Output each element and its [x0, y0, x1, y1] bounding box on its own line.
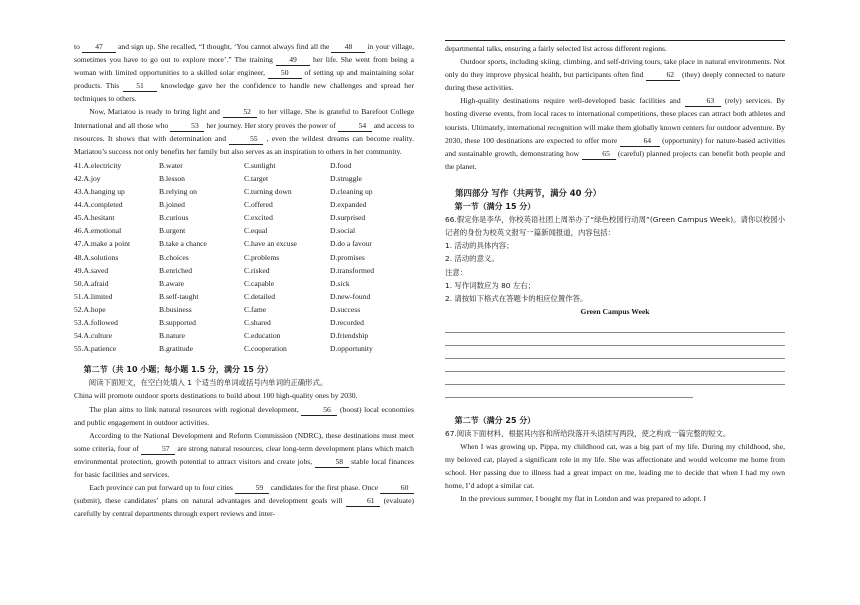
option-a[interactable]: 53.A.followed [74, 317, 118, 327]
question-67: 67.阅读下面材料，根据其内容和所给段落开头语续写两段，使之构成一篇完整的短文。 [445, 428, 731, 438]
option-c[interactable]: C.turning down [244, 187, 292, 197]
writing-line[interactable] [445, 320, 785, 333]
option-c[interactable]: C.excited [244, 213, 273, 223]
option-a[interactable]: 46.A.emotional [74, 226, 122, 236]
option-b[interactable]: B.water [159, 160, 183, 170]
text: (rely) services. By hosting diverse events, from local races to international competitions, these places can attract both athletes and tourists. Ultimately, international recognition will make them globally known centers for outdoor adventure. By 2030, these 100 destinations are expected to offer more [445, 96, 785, 145]
option-row [74, 211, 414, 224]
option-c[interactable]: C.sunlight [244, 160, 276, 170]
option-row [74, 198, 414, 211]
option-b[interactable]: B.relying on [159, 187, 197, 197]
blank-65[interactable]: 65 [582, 149, 616, 160]
text: Each province can put forward up to four cities [89, 483, 233, 493]
requirement-1: 1. 活动的具体内容； [445, 241, 514, 251]
writing-line[interactable] [445, 346, 785, 359]
note-2: 2. 请按如下格式在答题卡的相应位置作答。 [445, 293, 588, 303]
text: to [74, 42, 80, 51]
note-label: 注意： [445, 267, 468, 277]
option-a[interactable]: 47.A.make a point [74, 239, 131, 249]
option-c[interactable]: C.shared [244, 317, 271, 327]
note-1: 1. 写作词数应为 80 左右； [445, 280, 536, 290]
option-row [74, 290, 414, 303]
blank-63[interactable]: 63 [685, 96, 721, 107]
option-row [74, 172, 414, 185]
blank-49[interactable]: 49 [276, 55, 310, 66]
option-d[interactable]: D.sick [330, 278, 350, 288]
left-column [74, 40, 414, 520]
option-row [74, 342, 414, 355]
fill-paragraph-5 [445, 94, 785, 173]
writing-section-1-heading: 第一节（满分 15 分） [454, 202, 536, 212]
fill-paragraph-4 [445, 55, 785, 94]
option-d[interactable]: D.expanded [330, 200, 367, 210]
option-d[interactable]: D.surprised [330, 213, 366, 223]
option-c[interactable]: C.capable [244, 278, 275, 288]
blank-48[interactable]: 48 [331, 42, 365, 53]
option-row [74, 277, 414, 290]
option-a[interactable]: 43.A.hanging up [74, 187, 125, 197]
option-row [74, 159, 414, 172]
text: in your village, sometimes you have to go out to explore more’.” The training [74, 42, 415, 65]
story-paragraph-2: In the previous summer, I bought my flat in London and was prepared to adopt. I [460, 494, 706, 504]
option-a[interactable]: 48.A.solutions [74, 252, 119, 262]
text: (opportunity) for nature-based activities and sustainable growth, demonstrating how [445, 135, 785, 158]
blank-59[interactable]: 59 [235, 483, 269, 494]
option-a[interactable]: 51.A.limited [74, 291, 113, 301]
text: (evaluate) carefully by central departments through expert reviews and inter- [74, 496, 414, 519]
option-c[interactable]: C.problems [244, 252, 280, 262]
option-b[interactable]: B.enriched [159, 265, 193, 275]
text: to her village. She is grateful to Barefoot College International and all those who [74, 107, 415, 130]
option-a[interactable]: 42.A.joy [74, 173, 101, 183]
text: (they) deeply connected to nature during these activities. [445, 70, 785, 93]
question-66: 66.假定你是李华，你校英语社团上周举办了“绿色校园行动周”(Green Campus Week)。请你以校园小记者的身份为校英文报写一篇新闻报道，内容包括： [445, 215, 785, 238]
option-row [74, 185, 414, 198]
blank-47[interactable]: 47 [82, 42, 116, 53]
fill-paragraph-3 [74, 481, 414, 520]
option-a[interactable]: 44.A.completed [74, 200, 123, 210]
blank-61[interactable]: 61 [346, 496, 380, 507]
blank-60[interactable]: 60 [380, 483, 414, 494]
blank-52[interactable]: 52 [223, 107, 257, 118]
story-paragraph-1: When I was growing up, Pippa, my childhood cat, was a big part of my life. During my childhood, she, my beloved cat, played a significant role in my life. She was affectionate and would welcome me home from school. Her passing due to illness had a great impact on me, leading me to decide that when I had my own home, I’d adopt a similar cat. [445, 442, 785, 491]
writing-section-2-heading: 第二节（满分 25 分） [454, 415, 536, 425]
text: (submit), these candidates’ plans on natural advantages and development goals will [74, 496, 343, 506]
text: (careful) planned projects can benefit both people and the planet. [445, 148, 785, 171]
option-b[interactable]: B.aware [159, 278, 185, 288]
passage-title: China will promote outdoor sports destinations to build about 100 high-quality ones by 2030. [74, 391, 358, 401]
text: candidates for the first phase. Once [270, 483, 379, 493]
text: of setting up and maintaining solar products. This [74, 68, 415, 91]
option-row [74, 237, 414, 250]
option-b[interactable]: B.choices [159, 252, 189, 262]
writing-line[interactable] [445, 359, 785, 372]
option-c[interactable]: C.risked [244, 265, 270, 275]
blank-55[interactable]: 55 [229, 134, 263, 145]
fill-paragraph-1 [74, 403, 414, 429]
option-d[interactable]: D.do a favour [330, 239, 372, 249]
option-a[interactable]: 54.A.culture [74, 331, 112, 341]
option-a[interactable]: 49.A.saved [74, 265, 109, 275]
option-c[interactable]: C.detailed [244, 291, 275, 301]
option-c[interactable]: C.target [244, 173, 269, 183]
option-d[interactable]: D.friendship [330, 331, 369, 341]
option-c[interactable]: C.cooperation [244, 344, 287, 354]
option-a[interactable]: 50.A.afraid [74, 278, 109, 288]
option-b[interactable]: B.lesson [159, 173, 185, 183]
option-row [74, 329, 414, 342]
option-row [74, 264, 414, 277]
blank-56[interactable]: 56 [301, 405, 337, 416]
text: her life. She went from being a woman with limited opportunities to a skilled solar engineer, [74, 55, 415, 78]
text: her journey. Her story proves the power of [206, 120, 336, 130]
option-c[interactable]: C.offered [244, 200, 273, 210]
option-d[interactable]: D.opportunity [330, 344, 373, 354]
option-d[interactable]: D.social [330, 226, 356, 236]
right-column [445, 42, 785, 506]
text: and access to resources. It shows that with determination and [74, 120, 415, 143]
blank-64[interactable]: 64 [620, 136, 660, 147]
option-d[interactable]: D.struggle [330, 173, 362, 183]
text: Now, Mariatou is ready to bring light and [89, 107, 220, 117]
option-d[interactable]: D.new-found [330, 291, 371, 301]
text: and sign up. She recalled, “I thought, ‘You cannot always find all the [118, 42, 330, 51]
option-b[interactable]: B.joined [159, 200, 185, 210]
option-row [74, 303, 414, 316]
blank-53[interactable]: 53 [170, 121, 204, 132]
writing-line[interactable] [445, 385, 693, 398]
option-d[interactable]: D.cleaning up [330, 187, 373, 197]
part-4-heading: 第四部分 写作（共两节，满分 40 分） [455, 187, 602, 198]
option-row [74, 251, 414, 264]
options-table [74, 159, 414, 355]
option-b[interactable]: B.gratitude [159, 344, 193, 354]
option-a[interactable]: 41.A.electricity [74, 160, 122, 170]
option-d[interactable]: D.success [330, 304, 361, 314]
option-row [74, 316, 414, 329]
section-2-instruction: 阅读下面短文，在空白处填入 1 个适当的单词或括号内单词的正确形式。 [88, 378, 328, 388]
option-d[interactable]: D.transformed [330, 265, 375, 275]
writing-lines[interactable] [445, 320, 785, 398]
text: Outdoor sports, including skiing, climbing, and self-driving tours, take place in natural environments. Not only do they improve physical health, but participants often find [445, 57, 785, 80]
option-a[interactable]: 55.A.patience [74, 344, 117, 354]
text: According to the National Development and Reform Commission (NDRC), these destinations must meet some criteria, four of [74, 430, 414, 453]
option-c[interactable]: C.equal [244, 226, 268, 236]
requirement-2: 2. 活动的意义。 [445, 254, 499, 264]
option-d[interactable]: D.promises [330, 252, 365, 262]
option-b[interactable]: B.nature [159, 331, 185, 341]
blank-62[interactable]: 62 [646, 70, 680, 81]
option-a[interactable]: 45.A.hesitant [74, 213, 115, 223]
blank-54[interactable]: 54 [338, 121, 372, 132]
blank-50[interactable]: 50 [268, 68, 302, 79]
writing-line[interactable] [445, 372, 785, 385]
cloze-paragraph-1 [74, 40, 414, 105]
option-b[interactable]: B.curious [159, 213, 189, 223]
cloze-paragraph-2 [74, 105, 414, 157]
fill-paragraph-continued: departmental talks, ensuring a fairly selected list across different regions. [445, 44, 667, 53]
option-c[interactable]: C.have an excuse [244, 239, 297, 249]
text: High-quality destinations require well-developed basic facilities and [460, 96, 681, 106]
option-b[interactable]: B.take a chance [159, 239, 207, 249]
section-2-heading: 第二节（共 10 小题；每小题 1.5 分，满分 15 分） [83, 365, 273, 375]
option-b[interactable]: B.urgent [159, 226, 186, 236]
writing-line[interactable] [445, 333, 785, 346]
top-rule [445, 40, 785, 41]
blank-51[interactable]: 51 [123, 81, 157, 92]
option-c[interactable]: C.education [244, 331, 281, 341]
essay-title: Green Campus Week [580, 306, 650, 316]
option-row [74, 224, 414, 237]
fill-paragraph-2 [74, 429, 414, 481]
text: The plan aims to link natural resources with regional development, [89, 404, 299, 414]
text: , even the wildest dreams can become reality. Mariatou’s success not only benefits her family but also serves as an inspiration to others in her community. [74, 133, 414, 156]
blank-58[interactable]: 58 [315, 457, 349, 468]
text: knowledge gave her the confidence to handle new challenges and spread her techniques to others. [74, 81, 414, 104]
option-d[interactable]: D.recorded [330, 317, 364, 327]
option-b[interactable]: B.business [159, 304, 192, 314]
text: are strong natural resources, clear long-term development plans which match environmental protection, growth potential to attract visitors and create jobs, [74, 443, 414, 466]
option-c[interactable]: C.fame [244, 304, 267, 314]
option-a[interactable]: 52.A.hope [74, 304, 106, 314]
option-b[interactable]: B.supported [159, 317, 196, 327]
text: stable local finances for basic facilities and services. [74, 456, 414, 479]
option-d[interactable]: D.food [330, 160, 352, 170]
option-b[interactable]: B.self-taught [159, 291, 199, 301]
text: (boost) local economies and public engagement in outdoor activities. [74, 404, 414, 427]
blank-57[interactable]: 57 [141, 444, 175, 455]
